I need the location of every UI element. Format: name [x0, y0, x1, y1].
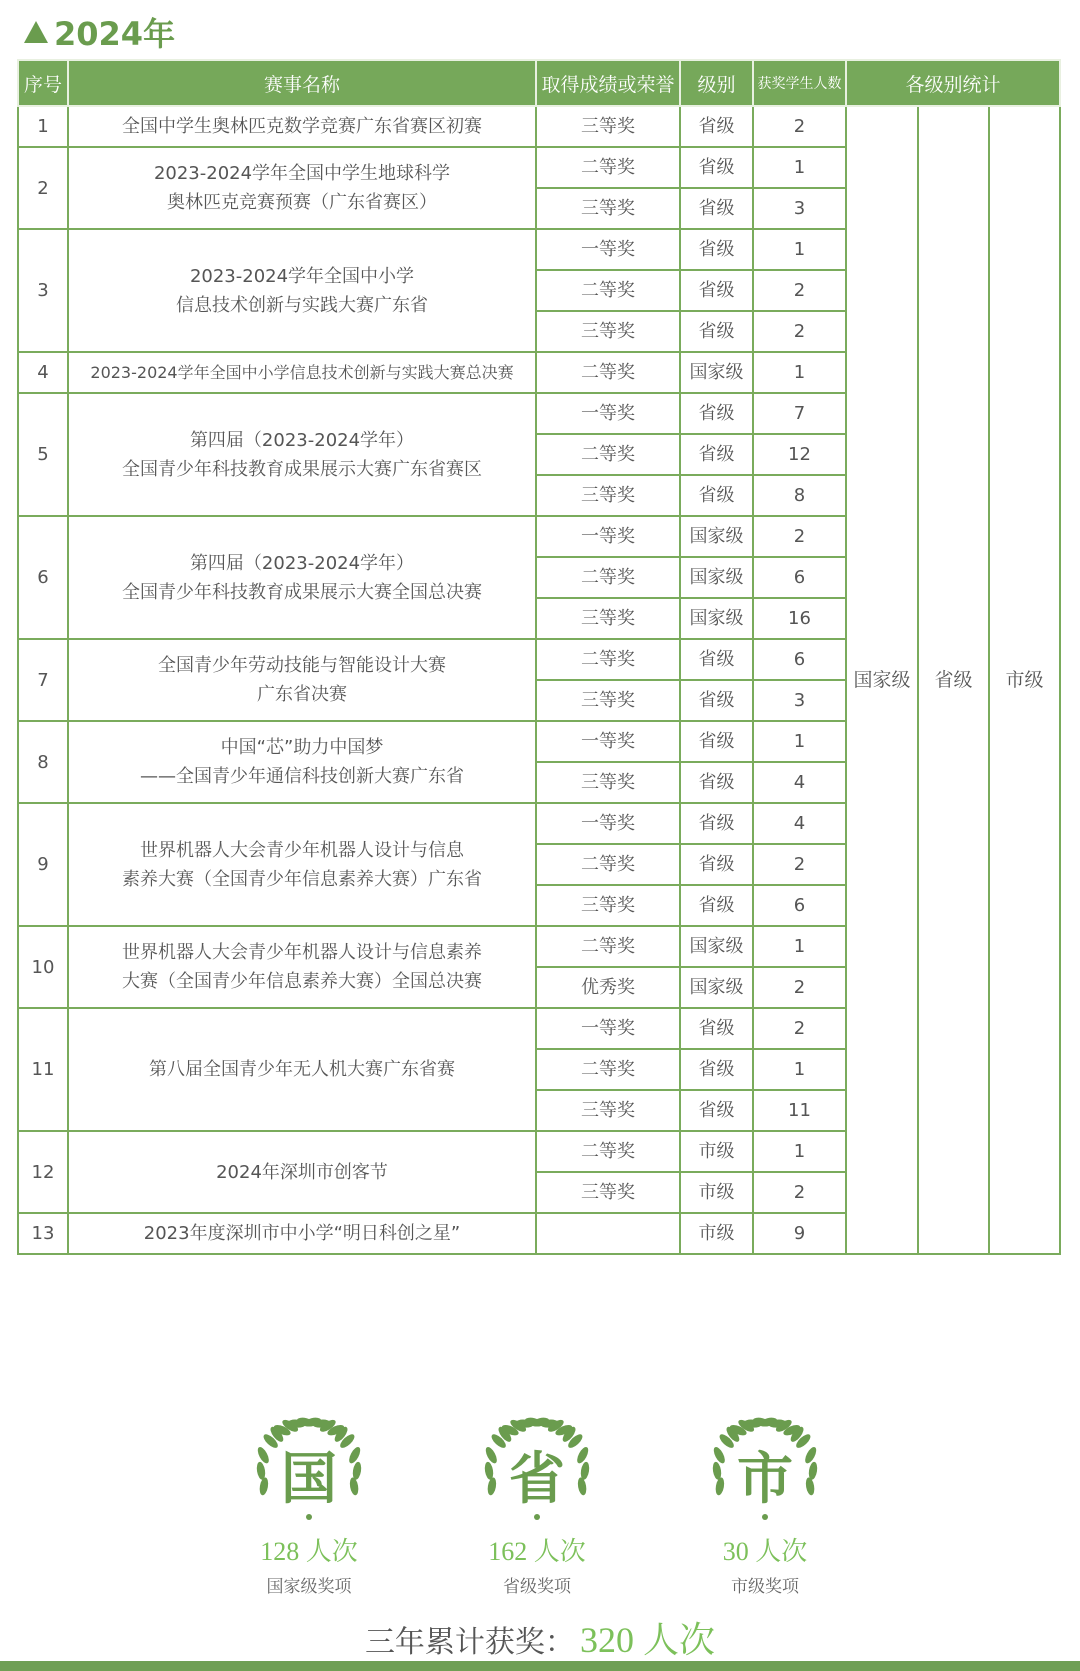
competition-name: 2024年深圳市创客节: [68, 1131, 536, 1213]
student-count: 6: [753, 885, 846, 926]
row-number: 11: [18, 1008, 68, 1131]
competition-name: 世界机器人大会青少年机器人设计与信息 素养大赛（全国青少年信息素养大赛）广东省: [68, 803, 536, 926]
award-level: 省级: [680, 229, 753, 270]
award-result: 一等奖: [536, 1008, 680, 1049]
student-count: 2: [753, 516, 846, 557]
award-level: 省级: [680, 188, 753, 229]
award-result: 三等奖: [536, 475, 680, 516]
award-result: 二等奖: [536, 844, 680, 885]
row-number: 4: [18, 352, 68, 393]
award-level: 市级: [680, 1213, 753, 1254]
student-count: 2: [753, 1008, 846, 1049]
row-number: 6: [18, 516, 68, 639]
student-count: 1: [753, 1131, 846, 1172]
laurel-wreath-icon: 市: [705, 1415, 825, 1525]
student-count: 2: [753, 844, 846, 885]
award-level: 省级: [680, 147, 753, 188]
row-number: 9: [18, 803, 68, 926]
header-stats: 各级别统计: [846, 60, 1060, 106]
award-level: 省级: [680, 475, 753, 516]
award-result: 三等奖: [536, 311, 680, 352]
student-count: 11: [753, 1090, 846, 1131]
award-result: 三等奖: [536, 762, 680, 803]
competition-name: 第八届全国青少年无人机大赛广东省赛: [68, 1008, 536, 1131]
award-level: 省级: [680, 311, 753, 352]
medal-count: 30 人次: [722, 1537, 808, 1566]
header-result: 取得成绩或荣誉: [536, 60, 680, 106]
laurel-wreath-icon: 省: [477, 1415, 597, 1525]
competition-name: 全国中学生奥林匹克数学竞赛广东省赛区初赛: [68, 106, 536, 147]
student-count: 7: [753, 393, 846, 434]
student-count: 4: [753, 803, 846, 844]
awards-table: [17, 59, 1061, 1255]
award-result: 二等奖: [536, 147, 680, 188]
student-count: 6: [753, 557, 846, 598]
award-level: 市级: [680, 1172, 753, 1213]
competition-name: 2023-2024学年全国中小学信息技术创新与实践大赛总决赛: [68, 352, 536, 393]
student-count: 9: [753, 1213, 846, 1254]
total-label: 三年累计获奖：: [364, 1625, 575, 1660]
student-count: 2: [753, 270, 846, 311]
award-result: 一等奖: [536, 393, 680, 434]
student-count: 2: [753, 1172, 846, 1213]
row-number: 7: [18, 639, 68, 721]
award-result: 二等奖: [536, 352, 680, 393]
competition-name: 第四届（2023-2024学年） 全国青少年科技教育成果展示大赛广东省赛区: [68, 393, 536, 516]
award-level: 国家级: [680, 516, 753, 557]
header-count: 获奖学生人数: [753, 60, 846, 106]
row-number: 12: [18, 1131, 68, 1213]
medal-count: 162 人次: [488, 1537, 586, 1566]
stats-column: 市级: [989, 106, 1060, 1254]
student-count: 1: [753, 721, 846, 762]
tree-icon: [24, 21, 48, 43]
award-result: 三等奖: [536, 106, 680, 147]
student-count: 16: [753, 598, 846, 639]
award-level: 省级: [680, 844, 753, 885]
student-count: 3: [753, 680, 846, 721]
header-level: 级别: [680, 60, 753, 106]
medal-national: [229, 1415, 389, 1597]
student-count: 1: [753, 1049, 846, 1090]
competition-name: 世界机器人大会青少年机器人设计与信息素养 大赛（全国青少年信息素养大赛）全国总决赛: [68, 926, 536, 1008]
competition-name: 2023-2024学年全国中学生地球科学 奥林匹克竞赛预赛（广东省赛区）: [68, 147, 536, 229]
award-result: 三等奖: [536, 598, 680, 639]
award-result: 一等奖: [536, 516, 680, 557]
medal-count: 128 人次: [260, 1537, 358, 1566]
student-count: 8: [753, 475, 846, 516]
award-result: 二等奖: [536, 1131, 680, 1172]
award-result: 二等奖: [536, 926, 680, 967]
award-result: 二等奖: [536, 434, 680, 475]
student-count: 1: [753, 147, 846, 188]
award-result: 三等奖: [536, 885, 680, 926]
award-result: 二等奖: [536, 1049, 680, 1090]
row-number: 1: [18, 106, 68, 147]
award-level: 省级: [680, 639, 753, 680]
stats-column: 国家级: [846, 106, 918, 1254]
total-value: 320 人次: [580, 1620, 716, 1660]
award-level: 省级: [680, 270, 753, 311]
award-result: 三等奖: [536, 1172, 680, 1213]
medal-provincial: [457, 1415, 617, 1597]
medal-label: 市级奖项: [731, 1577, 799, 1597]
award-result: 三等奖: [536, 188, 680, 229]
award-level: 省级: [680, 393, 753, 434]
award-level: 省级: [680, 803, 753, 844]
competition-name: 2023年度深圳市中小学“明日科创之星”: [68, 1213, 536, 1254]
award-result: 二等奖: [536, 270, 680, 311]
medal-label: 国家级奖项: [266, 1577, 352, 1597]
award-level: 国家级: [680, 352, 753, 393]
award-level: 国家级: [680, 926, 753, 967]
student-count: 12: [753, 434, 846, 475]
student-count: 2: [753, 311, 846, 352]
header-name: 赛事名称: [68, 60, 536, 106]
student-count: 1: [753, 926, 846, 967]
row-number: 2: [18, 147, 68, 229]
medal-label: 省级奖项: [503, 1577, 571, 1597]
row-number: 8: [18, 721, 68, 803]
student-count: 2: [753, 106, 846, 147]
award-result: 二等奖: [536, 639, 680, 680]
award-level: 省级: [680, 1090, 753, 1131]
award-level: 省级: [680, 762, 753, 803]
row-number: 5: [18, 393, 68, 516]
student-count: 4: [753, 762, 846, 803]
header-no: 序号: [18, 60, 68, 106]
student-count: 2: [753, 967, 846, 1008]
competition-name: 中国“芯”助力中国梦 ——全国青少年通信科技创新大赛广东省: [68, 721, 536, 803]
award-result: 一等奖: [536, 229, 680, 270]
award-result: 优秀奖: [536, 967, 680, 1008]
total-awards: [0, 1612, 1080, 1663]
year-title: 2024年: [54, 15, 176, 53]
award-level: 省级: [680, 434, 753, 475]
laurel-wreath-icon: 国: [249, 1415, 369, 1525]
award-level: 省级: [680, 721, 753, 762]
award-level: 省级: [680, 1008, 753, 1049]
student-count: 1: [753, 352, 846, 393]
stats-column: 省级: [918, 106, 989, 1254]
row-number: 13: [18, 1213, 68, 1254]
award-level: 省级: [680, 680, 753, 721]
row-number: 3: [18, 229, 68, 352]
student-count: 6: [753, 639, 846, 680]
competition-name: 2023-2024学年全国中小学 信息技术创新与实践大赛广东省: [68, 229, 536, 352]
award-result: 二等奖: [536, 557, 680, 598]
year-heading: [24, 10, 175, 54]
award-level: 市级: [680, 1131, 753, 1172]
table-row: [18, 106, 1060, 147]
footer-bar: [0, 1661, 1080, 1671]
award-level: 国家级: [680, 967, 753, 1008]
award-result: 三等奖: [536, 680, 680, 721]
award-level: 国家级: [680, 557, 753, 598]
student-count: 1: [753, 229, 846, 270]
award-level: 国家级: [680, 598, 753, 639]
row-number: 10: [18, 926, 68, 1008]
award-result: 一等奖: [536, 721, 680, 762]
student-count: 3: [753, 188, 846, 229]
award-level: 省级: [680, 885, 753, 926]
medal-city: [685, 1415, 845, 1597]
award-result: [536, 1213, 680, 1254]
award-level: 省级: [680, 106, 753, 147]
table-header: [18, 60, 1060, 106]
award-result: 三等奖: [536, 1090, 680, 1131]
competition-name: 全国青少年劳动技能与智能设计大赛 广东省决赛: [68, 639, 536, 721]
award-result: 一等奖: [536, 803, 680, 844]
competition-name: 第四届（2023-2024学年） 全国青少年科技教育成果展示大赛全国总决赛: [68, 516, 536, 639]
award-level: 省级: [680, 1049, 753, 1090]
